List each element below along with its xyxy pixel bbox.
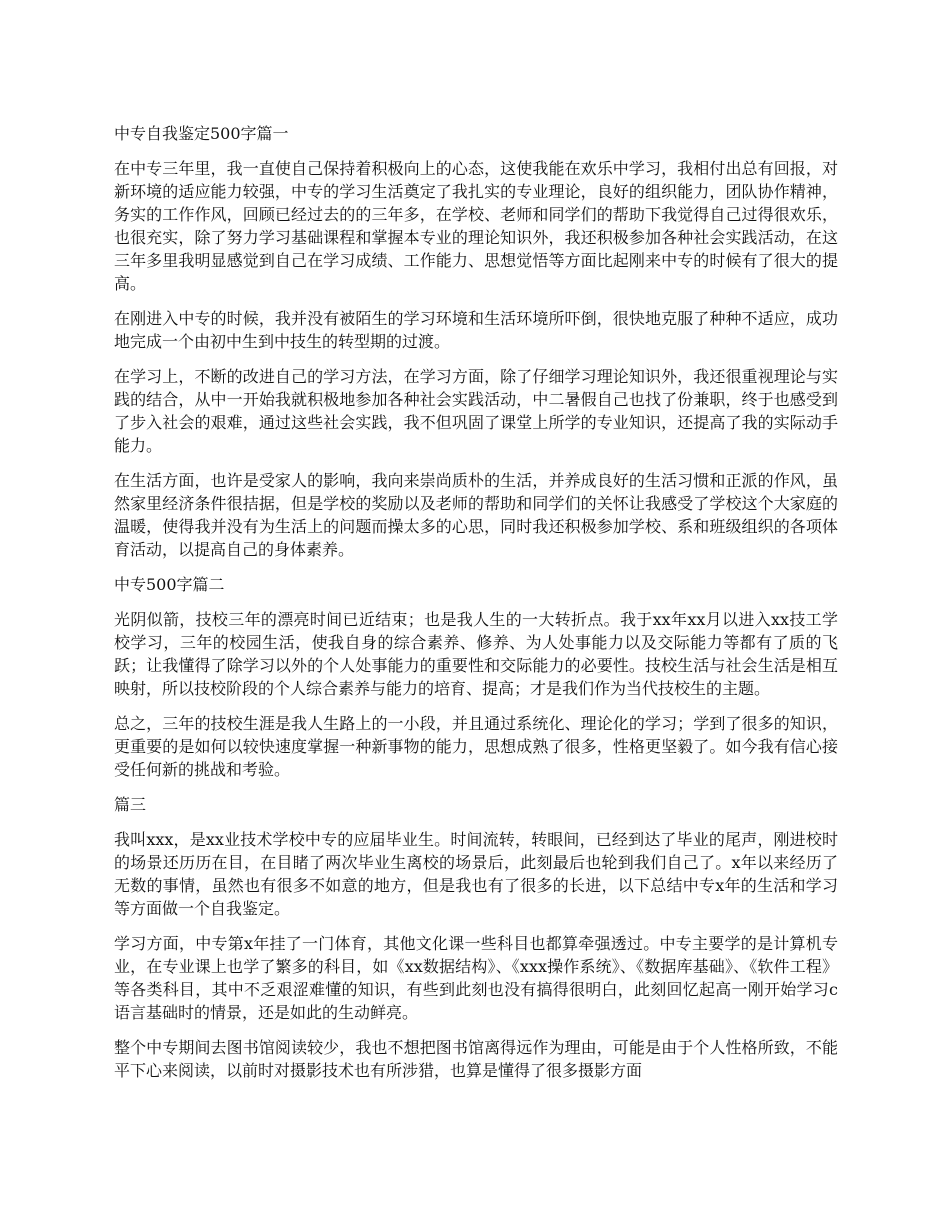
- paragraph: 光阴似箭，技校三年的漂亮时间已近结束；也是我人生的一大转折点。我于xx年xx月以进入xx技工学校学习，三年的校园生活，使我自身的综合素养、修养、为人处事能力以及交际能力等都有了质的飞跃；让我懂得了除学习以外的个人处事能力的重要性和交际能力的必要性。技校生活与社会生活是相互映射，所以技校阶段的个人综合素养与能力的培育、提高；才是我们作为当代技校生的主题。: [114, 610, 838, 698]
- paragraph: 在刚进入中专的时候，我并没有被陌生的学习环境和生活环境所吓倒，很快地克服了种种不适应，成功地完成一个由初中生到中技生的转型期的过渡。: [114, 309, 838, 351]
- section-heading: 篇三: [114, 795, 147, 814]
- paragraph: 整个中专期间去图书馆阅读较少，我也不想把图书馆离得远作为理由，可能是由于个人性格所致，不能平下心来阅读，以前时对摄影技术也有所涉猎，也算是懂得了很多摄影方面: [114, 1038, 838, 1080]
- paragraph: 总之，三年的技校生涯是我人生路上的一小段，并且通过系统化、理论化的学习；学到了很多的知识，更重要的是如何以较快速度掌握一种新事物的能力，思想成熟了很多，性格更坚毅了。如今我有信心接受任何新的挑战和考验。: [114, 714, 838, 779]
- paragraph: 在生活方面，也许是受家人的影响，我向来崇尚质朴的生活，并养成良好的生活习惯和正派的作风，虽然家里经济条件很拮据，但是学校的奖励以及老师的帮助和同学们的关怀让我感受了学校这个大家庭的温暖，使得我并没有为生活上的问题而操太多的心思，同时我还积极参加学校、系和班级组织的各项体育活动，以提高自己的身体素养。: [114, 471, 838, 559]
- section-heading: 中专自我鉴定500字篇一: [114, 124, 289, 143]
- section-heading: 中专500字篇二: [114, 575, 225, 594]
- paragraph: 在中专三年里，我一直使自己保持着积极向上的心态，这使我能在欢乐中学习，我相付出总有回报，对新环境的适应能力较强，中专的学习生活奠定了我扎实的专业理论，良好的组织能力，团队协作精神，务实的工作作风，回顾已经过去的的三年多，在学校、老师和同学们的帮助下我觉得自己过得很欢乐，也很充实，除了努力学习基础课程和掌握本专业的理论知识外，我还积极参加各种社会实践活动，在这三年多里我明显感觉到自己在学习成绩、工作能力、思想觉悟等方面比起刚来中专的时候有了很大的提高。: [114, 159, 838, 293]
- paragraph: 在学习上，不断的改进自己的学习方法，在学习方面，除了仔细学习理论知识外，我还很重视理论与实践的结合，从中一开始我就积极地参加各种社会实践活动，中二暑假自己也找了份兼职，终于也感受到了步入社会的艰难，通过这些社会实践，我不但巩固了课堂上所学的专业知识，还提高了我的实际动手能力。: [114, 367, 838, 455]
- paragraph: 学习方面，中专第x年挂了一门体育，其他文化课一些科目也都算牵强透过。中专主要学的是计算机专业，在专业课上也学了繁多的科目，如《xx数据结构》、《xxx操作系统》、《数据库基础》、《软件工程》等各类科目，其中不乏艰涩难懂的知识，有些到此刻也没有搞得很明白，此刻回忆起高一刚开始学习c语言基础时的情景，还是如此的生动鲜亮。: [114, 934, 838, 1022]
- document-page: [114, 122, 838, 1094]
- paragraph: 我叫xxx，是xx业技术学校中专的应届毕业生。时间流转，转眼间，已经到达了毕业的尾声，刚进校时的场景还历历在目，在目睹了两次毕业生离校的场景后，此刻最后也轮到我们自己了。x年以来经历了无数的事情，虽然也有很多不如意的地方，但是我也有了很多的长进，以下总结中专x年的生活和学习等方面做一个自我鉴定。: [114, 830, 838, 918]
